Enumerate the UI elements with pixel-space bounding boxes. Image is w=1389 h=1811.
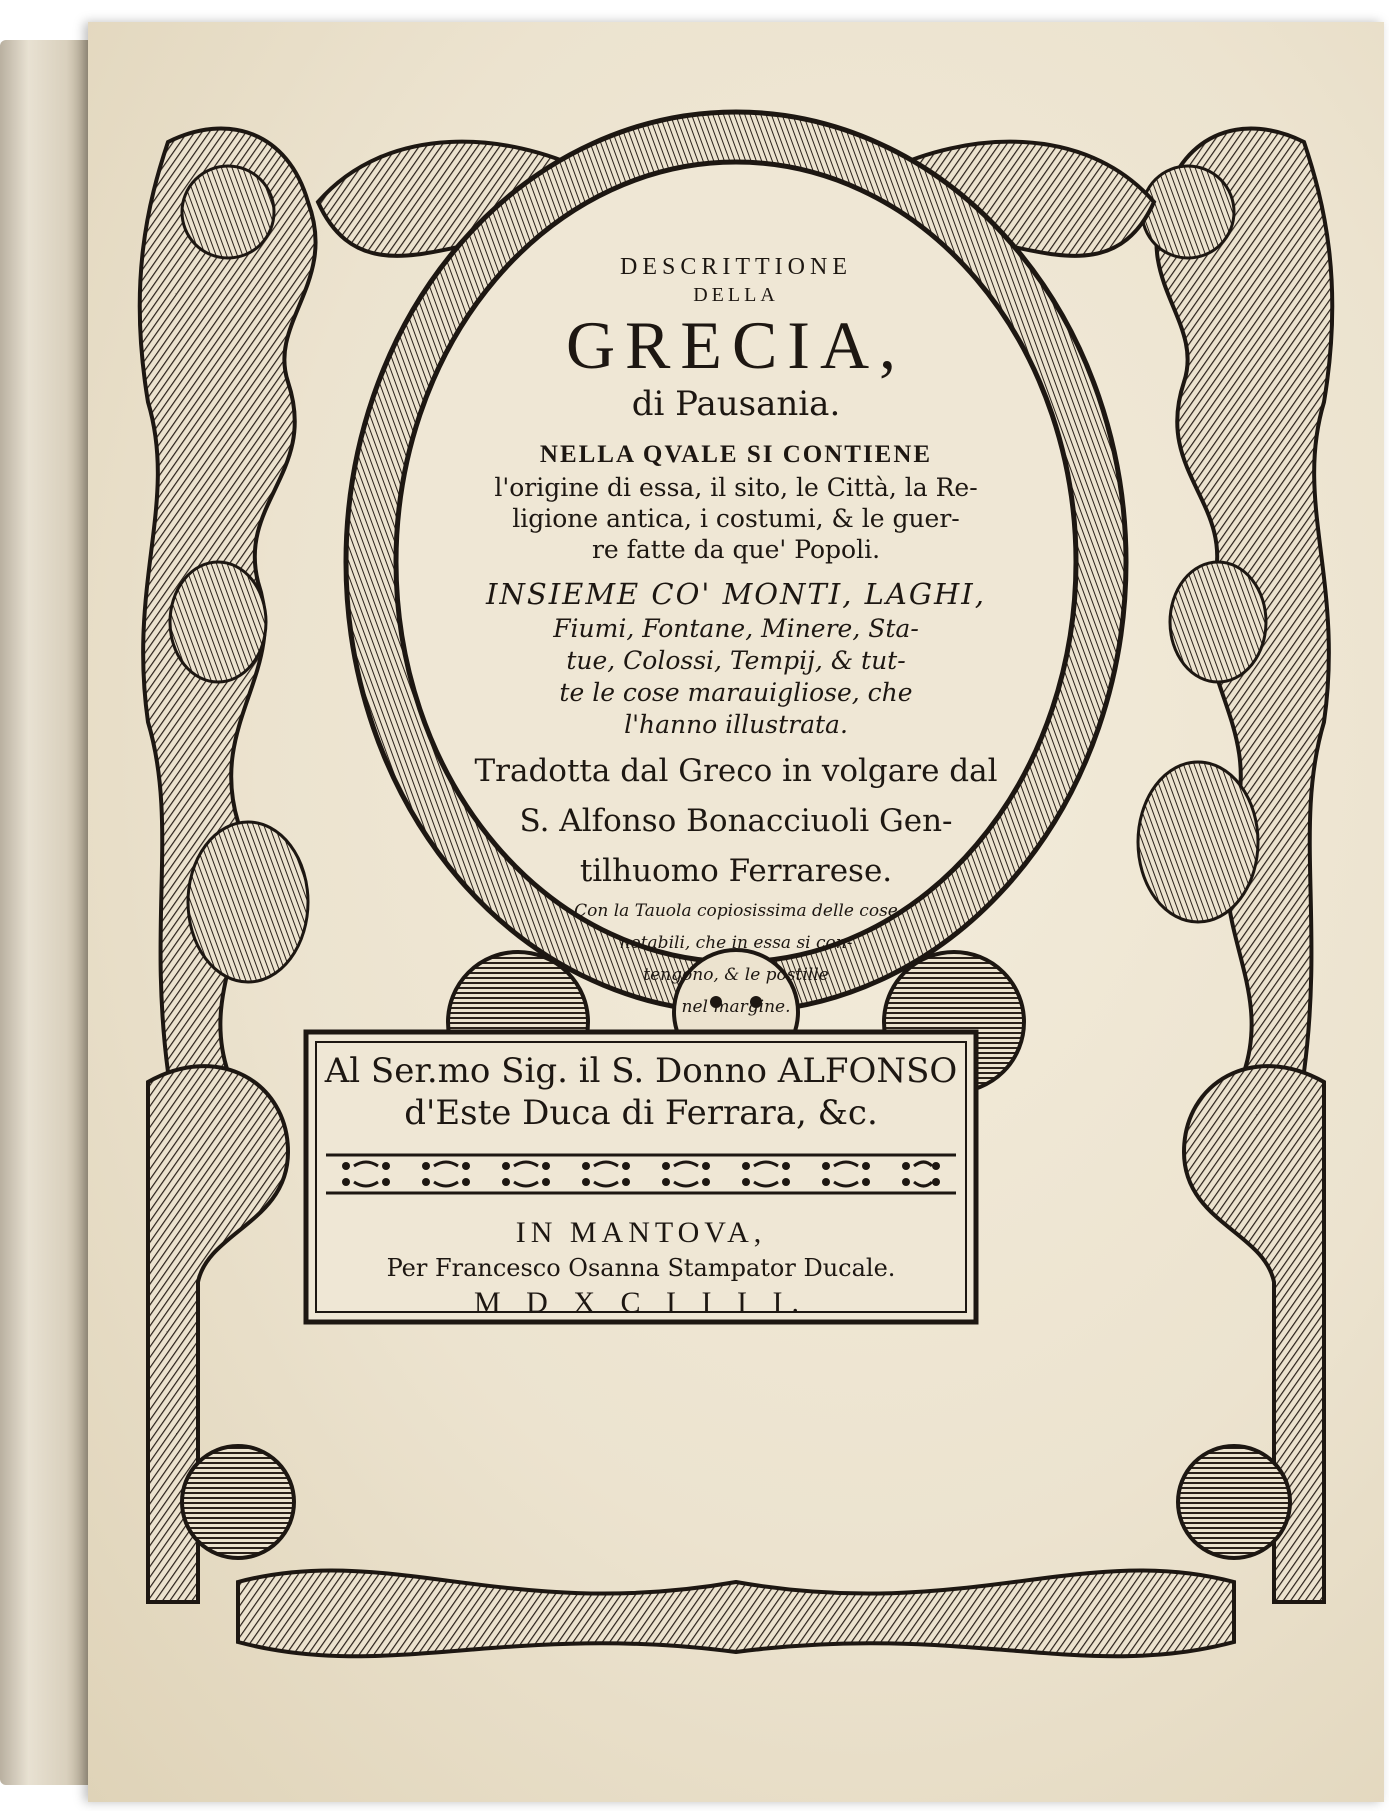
index-note-line-3: tengono, & le postille (643, 965, 829, 985)
index-note-line-4: nel margine. (681, 997, 791, 1017)
title-block (418, 252, 1054, 1019)
subtitle-heading: NELLA QVALE SI CONTIENE (539, 441, 933, 468)
imprint-printer: Per Francesco Osanna Stampator Ducale. (386, 1254, 896, 1282)
right-caryatid-column (1138, 129, 1332, 1073)
dedication-block (318, 1050, 964, 1134)
title-line-della: DELLA (693, 284, 779, 306)
fleuron-ornament (326, 1152, 956, 1196)
subtitle-line-2: ligione antica, i costumi, & le guer- (512, 504, 960, 533)
dedication-line-1: Al Ser.mo Sig. il S. Donno ALFONSO (324, 1051, 958, 1091)
book-spine (0, 40, 95, 1785)
title-page (88, 22, 1384, 1802)
dedication-line-2: d'Este Duca di Ferrara, &c. (404, 1093, 878, 1133)
bottom-foliage-band (238, 1570, 1234, 1656)
index-note-line-2: notabili, che in essa si con- (619, 933, 853, 953)
subtitle-line-1: l'origine di essa, il sito, le Città, la Re- (494, 473, 978, 502)
imprint-place: IN MANTOVA, (515, 1216, 767, 1249)
title-line-grecia: GRECIA, (565, 307, 907, 383)
index-note-line-1: Con la Tauola copiosissima delle cose (574, 901, 898, 921)
translator-line-2: S. Alfonso Bonacciuoli Gen- (519, 803, 953, 839)
insieme-line-4: te le cose marauigliose, che (559, 678, 913, 707)
translator-line-3: tilhuomo Ferrarese. (579, 853, 893, 889)
insieme-line-1: INSIEME CO' MONTI, LAGHI, (486, 577, 986, 611)
author-line: di Pausania. (631, 384, 841, 424)
translator-line-1: Tradotta dal Greco in volgare dal (474, 753, 998, 789)
title-line-descrittione: DESCRITTIONE (620, 254, 852, 280)
insieme-line-2: Fiumi, Fontane, Minere, Sta- (553, 614, 919, 643)
left-caryatid-column (140, 129, 316, 1073)
subtitle-line-3: re fatte da que' Popoli. (591, 535, 881, 564)
insieme-line-5: l'hanno illustrata. (624, 710, 848, 739)
imprint-year: M D X C I I I I. (474, 1286, 808, 1319)
insieme-line-3: tue, Colossi, Tempij, & tut- (566, 646, 906, 675)
imprint-block (318, 1214, 964, 1322)
